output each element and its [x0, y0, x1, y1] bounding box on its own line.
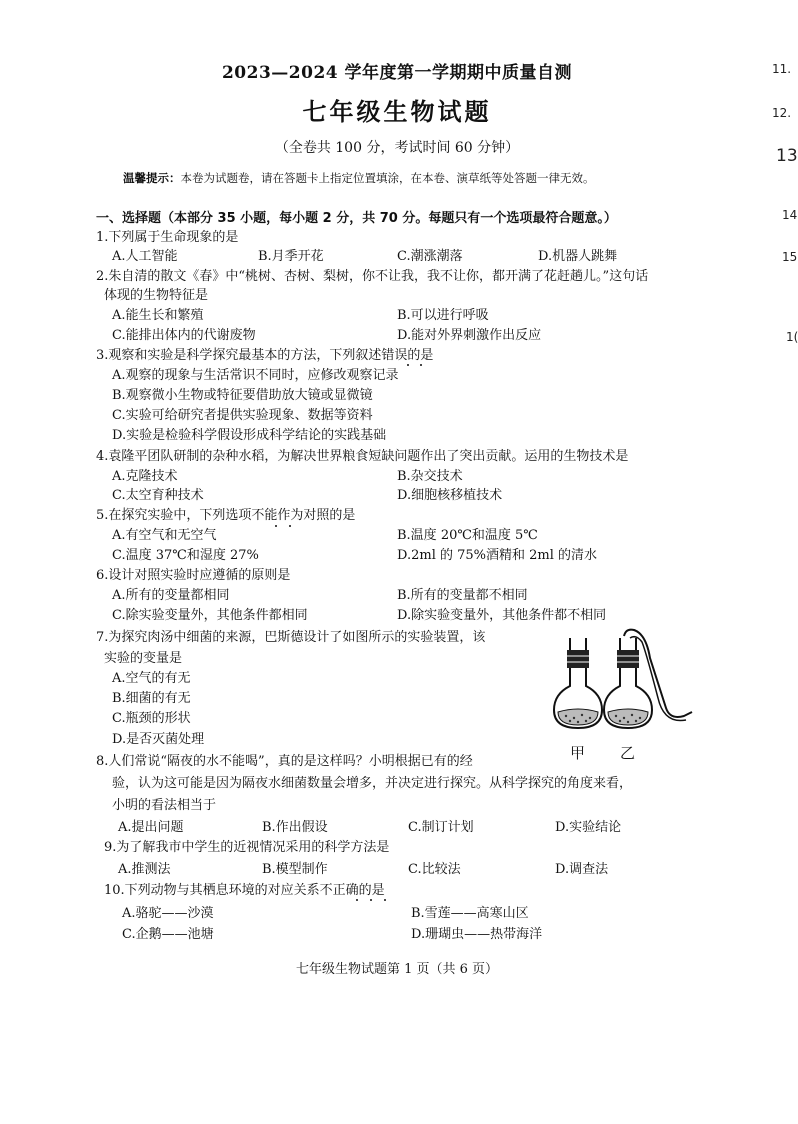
option-c: C.比较法 [408, 862, 461, 877]
question-stem: 2.朱自清的散文《春》中“桃树、杏树、梨树，你不让我，我不让你，都开满了花赶趟儿。”这句话 [96, 269, 649, 284]
option-b: B.杂交技术 [397, 469, 463, 484]
question-stem: 3.观察和实验是科学探究最基本的方法，下列叙述错误的是 [96, 348, 434, 363]
emphasis-dot [384, 899, 386, 901]
option-b: B.月季开花 [258, 249, 324, 264]
section-heading: 一、选择题（本部分 35 小题，每小题 2 分，共 70 分。每题只有一个选项最符合题意。） [96, 211, 617, 226]
question-stem: 4.袁隆平团队研制的杂种水稻，为解决世界粮食短缺问题作出了突出贡献。运用的生物技术是 [96, 449, 629, 464]
question-stem: 8.人们常说“隔夜的水不能喝”，真的是这样吗？小明根据已有的经 [96, 754, 473, 769]
emphasis-dot [289, 525, 291, 527]
option-c: C.制订计划 [408, 820, 474, 835]
option-c: C.潮涨潮落 [397, 249, 463, 264]
question-stem: 7.为探究肉汤中细菌的来源，巴斯德设计了如图所示的实验装置，该 [96, 630, 486, 645]
emphasis-dot [275, 525, 277, 527]
option-d: D.细胞核移植技术 [397, 488, 503, 503]
option-c: C.能排出体内的代谢废物 [112, 328, 256, 343]
flask-label-yi: 乙 [620, 744, 636, 762]
question-stem-cont: 实验的变量是 [104, 651, 183, 666]
option-b: B.细菌的有无 [112, 691, 191, 706]
emphasis-dot [407, 364, 409, 366]
option-a: A.提出问题 [118, 820, 184, 835]
exam-title: 2023—2024 学年度第一学期期中质量自测 [221, 63, 573, 83]
option-a: A.空气的有无 [112, 671, 191, 686]
option-b: B.温度 20℃和温度 5℃ [397, 528, 538, 543]
option-b: B.雪莲——高寒山区 [411, 906, 529, 921]
flask-label-jia: 甲 [570, 744, 586, 762]
margin-number: 11. [772, 62, 792, 76]
option-a: A.所有的变量都相同 [112, 588, 230, 603]
option-d: D.是否灭菌处理 [112, 732, 205, 747]
emphasis-dot [420, 364, 422, 366]
option-a: A.能生长和繁殖 [112, 308, 204, 323]
margin-number: 1( [786, 330, 798, 344]
margin-number: 14 [782, 208, 798, 222]
option-d: D.除实验变量外，其他条件都不相同 [397, 608, 607, 623]
option-d: D.调查法 [555, 862, 609, 877]
margin-number: 13 [776, 146, 798, 166]
question-stem-cont: 小明的看法相当于 [112, 798, 217, 813]
option-b: B.可以进行呼吸 [397, 308, 489, 323]
option-d: D.2ml 的 75%酒精和 2ml 的清水 [397, 548, 598, 563]
option-d: D.实验是检验科学假设形成科学结论的实践基础 [112, 428, 387, 443]
option-c: C.企鹅——池塘 [122, 927, 214, 942]
option-d: D.实验结论 [555, 820, 622, 835]
option-b: B.作出假设 [262, 820, 328, 835]
option-d: D.能对外界刺激作出反应 [397, 328, 542, 343]
notice [123, 170, 595, 186]
option-c: C.除实验变量外，其他条件都相同 [112, 608, 308, 623]
flask-illustration [548, 628, 698, 740]
pasteur-flask-figure [548, 628, 698, 762]
option-b: B.所有的变量都不相同 [397, 588, 528, 603]
option-a: A.有空气和无空气 [112, 528, 217, 543]
question-stem: 10.下列动物与其栖息环境的对应关系不正确的是 [104, 883, 385, 898]
question-stem: 9.为了解我市中学生的近视情况采用的科学方法是 [104, 840, 390, 855]
option-a: A.骆驼——沙漠 [122, 906, 214, 921]
exam-info: （全卷共 100 分，考试时间 60 分钟） [274, 140, 520, 156]
page-footer: 七年级生物试题第 1 页（共 6 页） [295, 962, 499, 977]
option-a: A.观察的现象与生活常识不同时，应修改观察记录 [112, 368, 399, 383]
question-stem-cont: 体现的生物特征是 [104, 288, 209, 303]
margin-number: 12. [772, 106, 792, 120]
option-c: C.太空育种技术 [112, 488, 204, 503]
margin-number: 15 [782, 250, 798, 264]
notice-label: 温馨提示： [123, 171, 181, 185]
option-a: A.人工智能 [112, 249, 178, 264]
question-stem: 1.下列属于生命现象的是 [96, 230, 239, 245]
emphasis-dot [356, 899, 358, 901]
notice-text: 本卷为试题卷，请在答题卡上指定位置填涂，在本卷、演草纸等处答题一律无效。 [180, 171, 595, 185]
option-d: D.珊瑚虫——热带海洋 [411, 927, 543, 942]
option-c: C.温度 37℃和湿度 27% [112, 548, 259, 563]
option-a: A.克隆技术 [112, 469, 178, 484]
subject-title: 七年级生物试题 [302, 98, 492, 126]
question-stem: 6.设计对照实验时应遵循的原则是 [96, 568, 291, 583]
option-a: A.推测法 [118, 862, 171, 877]
option-b: B.观察微小生物或特征要借助放大镜或显微镜 [112, 388, 373, 403]
emphasis-dot [370, 899, 372, 901]
option-d: D.机器人跳舞 [538, 249, 618, 264]
option-c: C.实验可给研究者提供实验现象、数据等资料 [112, 408, 373, 423]
question-stem: 5.在探究实验中，下列选项不能作为对照的是 [96, 508, 356, 523]
option-c: C.瓶颈的形状 [112, 711, 191, 726]
option-b: B.模型制作 [262, 862, 328, 877]
question-stem-cont: 验，认为这可能是因为隔夜水细菌数量会增多，并决定进行探究。从科学探究的角度来看， [112, 776, 633, 791]
